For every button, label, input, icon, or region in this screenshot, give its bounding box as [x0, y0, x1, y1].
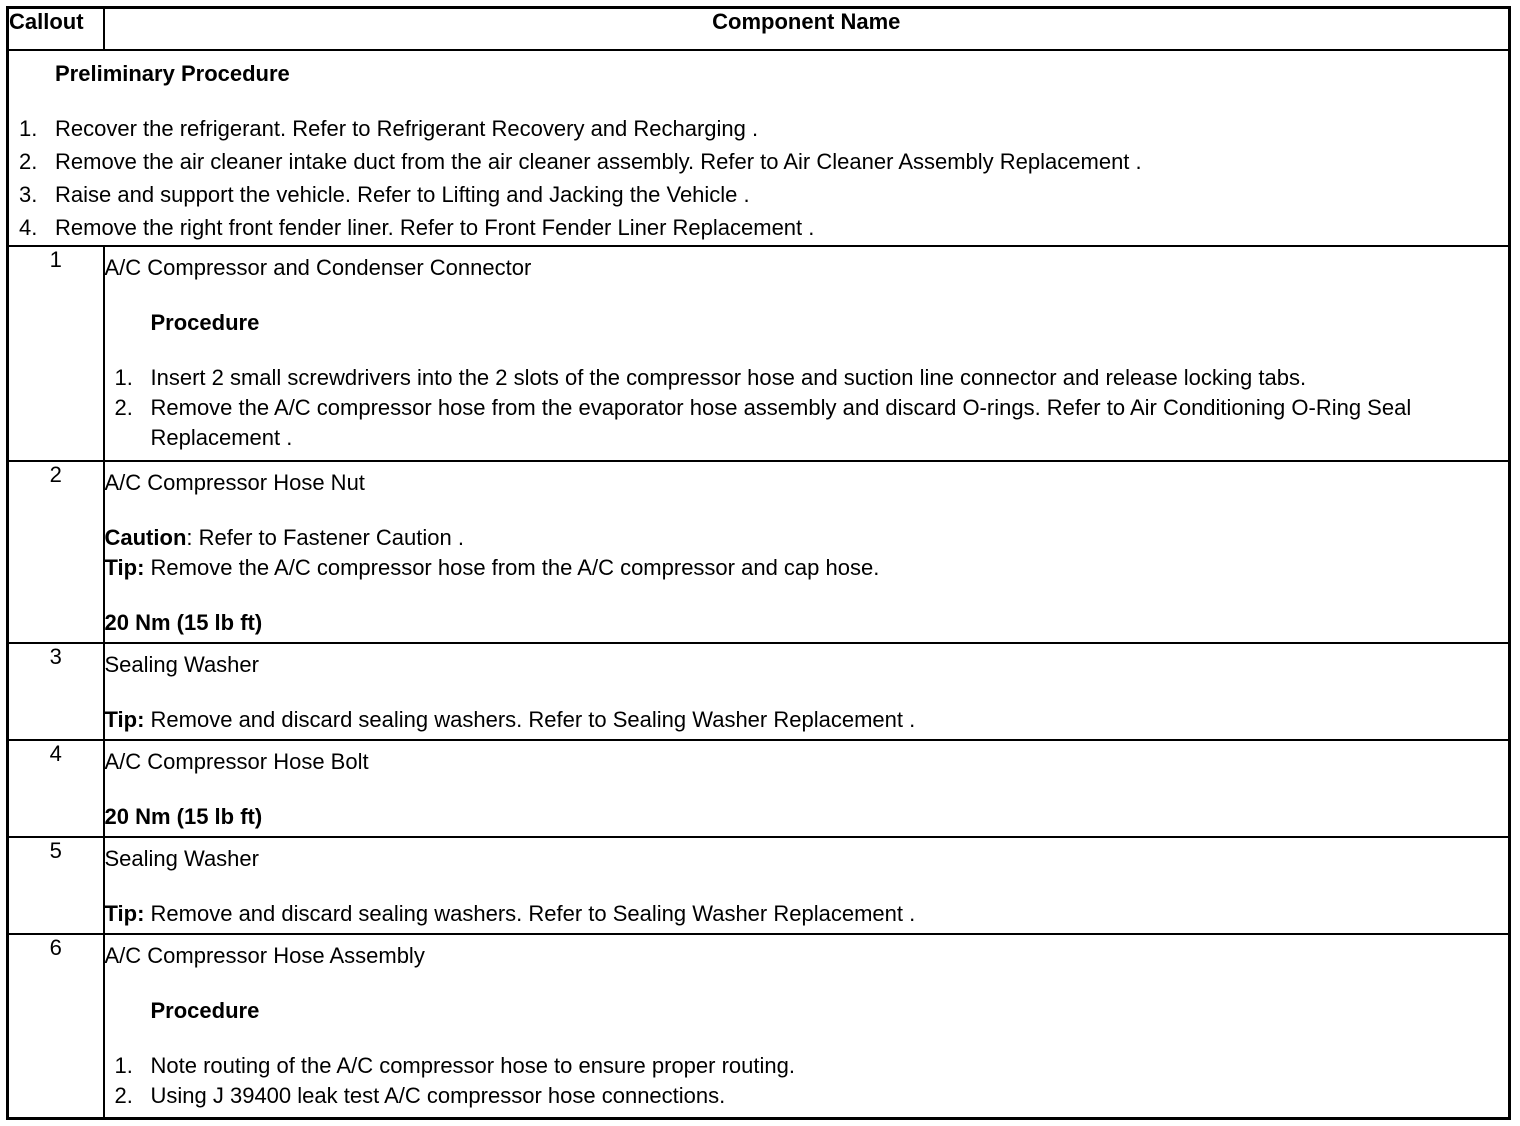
tip-text: Remove the A/C compressor hose from the A/C compressor and cap hose. — [144, 555, 880, 580]
header-callout: Callout — [8, 8, 104, 51]
tip-note — [105, 899, 1509, 929]
callout-number: 1 — [8, 246, 104, 461]
callout-number: 6 — [8, 934, 104, 1118]
component-name: A/C Compressor Hose Bolt — [104, 749, 369, 774]
caution-label: Caution — [104, 525, 187, 550]
procedure-steps — [105, 1051, 1509, 1111]
list-item — [105, 363, 1509, 393]
step-text: Recover the refrigerant. Refer to Refrigerant Recovery and Recharging . — [55, 116, 759, 141]
torque-spec: 20 Nm (15 lb ft) — [104, 804, 263, 829]
list-item — [9, 145, 1508, 178]
preliminary-row — [8, 50, 1510, 246]
procedure-title: Procedure — [150, 998, 260, 1023]
tip-note — [105, 553, 1509, 583]
component-cell — [104, 461, 1510, 643]
component-cell — [104, 246, 1510, 461]
step-number: 2. — [114, 395, 133, 420]
component-cell — [104, 740, 1510, 837]
step-number: 2. — [114, 1083, 133, 1108]
step-number: 3. — [19, 182, 38, 207]
list-item — [105, 1081, 1509, 1111]
callout-number: 4 — [8, 740, 104, 837]
component-name: Sealing Washer — [104, 846, 259, 871]
step-text: Remove the A/C compressor hose from the evaporator hose assembly and discard O-rings. Refer to Air Conditioning O-Ring Seal Replacement . — [150, 395, 1412, 450]
step-number: 1. — [114, 1053, 133, 1078]
table-row — [8, 934, 1510, 1118]
component-cell — [104, 643, 1510, 740]
callout-number: 2 — [8, 461, 104, 643]
step-text: Remove the right front fender liner. Refer to Front Fender Liner Replacement . — [55, 215, 815, 240]
procedure-steps — [105, 363, 1509, 453]
step-number: 1. — [114, 365, 133, 390]
table-row — [8, 643, 1510, 740]
component-cell — [104, 837, 1510, 934]
step-text: Note routing of the A/C compressor hose to ensure proper routing. — [150, 1053, 795, 1078]
step-text: Insert 2 small screwdrivers into the 2 slots of the compressor hose and suction line connector and release locking tabs. — [150, 365, 1307, 390]
table-row — [8, 246, 1510, 461]
list-item — [9, 112, 1508, 145]
component-name: A/C Compressor Hose Assembly — [104, 943, 425, 968]
component-name: A/C Compressor and Condenser Connector — [104, 255, 532, 280]
table-row — [8, 740, 1510, 837]
procedure-title: Procedure — [150, 310, 260, 335]
step-number: 1. — [19, 116, 38, 141]
list-item — [105, 393, 1509, 453]
torque-spec: 20 Nm (15 lb ft) — [104, 610, 263, 635]
component-cell — [104, 934, 1510, 1118]
component-name: Sealing Washer — [104, 652, 259, 677]
list-item — [105, 1051, 1509, 1081]
preliminary-cell — [8, 50, 1510, 246]
list-item — [9, 211, 1508, 244]
callout-number: 3 — [8, 643, 104, 740]
callout-number: 5 — [8, 837, 104, 934]
step-text: Remove the air cleaner intake duct from the air cleaner assembly. Refer to Air Cleaner Assembly Replacement . — [55, 149, 1142, 174]
tip-text: Remove and discard sealing washers. Refer to Sealing Washer Replacement . — [144, 707, 916, 732]
step-number: 4. — [19, 215, 38, 240]
header-component-name: Component Name — [104, 8, 1510, 51]
caution-text: : Refer to Fastener Caution . — [186, 525, 464, 550]
tip-label: Tip: — [104, 555, 145, 580]
table-row — [8, 461, 1510, 643]
list-item — [9, 178, 1508, 211]
preliminary-title: Preliminary Procedure — [55, 61, 290, 86]
step-number: 2. — [19, 149, 38, 174]
header-row — [8, 8, 1510, 51]
procedure-table — [6, 6, 1511, 1120]
tip-text: Remove and discard sealing washers. Refer to Sealing Washer Replacement . — [144, 901, 916, 926]
tip-label: Tip: — [104, 901, 145, 926]
step-text: Raise and support the vehicle. Refer to Lifting and Jacking the Vehicle . — [55, 182, 750, 207]
component-name: A/C Compressor Hose Nut — [104, 470, 365, 495]
caution-note — [105, 523, 1509, 553]
preliminary-steps — [9, 112, 1508, 244]
table-row — [8, 837, 1510, 934]
step-text: Using J 39400 leak test A/C compressor hose connections. — [150, 1083, 726, 1108]
tip-note — [105, 705, 1509, 735]
tip-label: Tip: — [104, 707, 145, 732]
